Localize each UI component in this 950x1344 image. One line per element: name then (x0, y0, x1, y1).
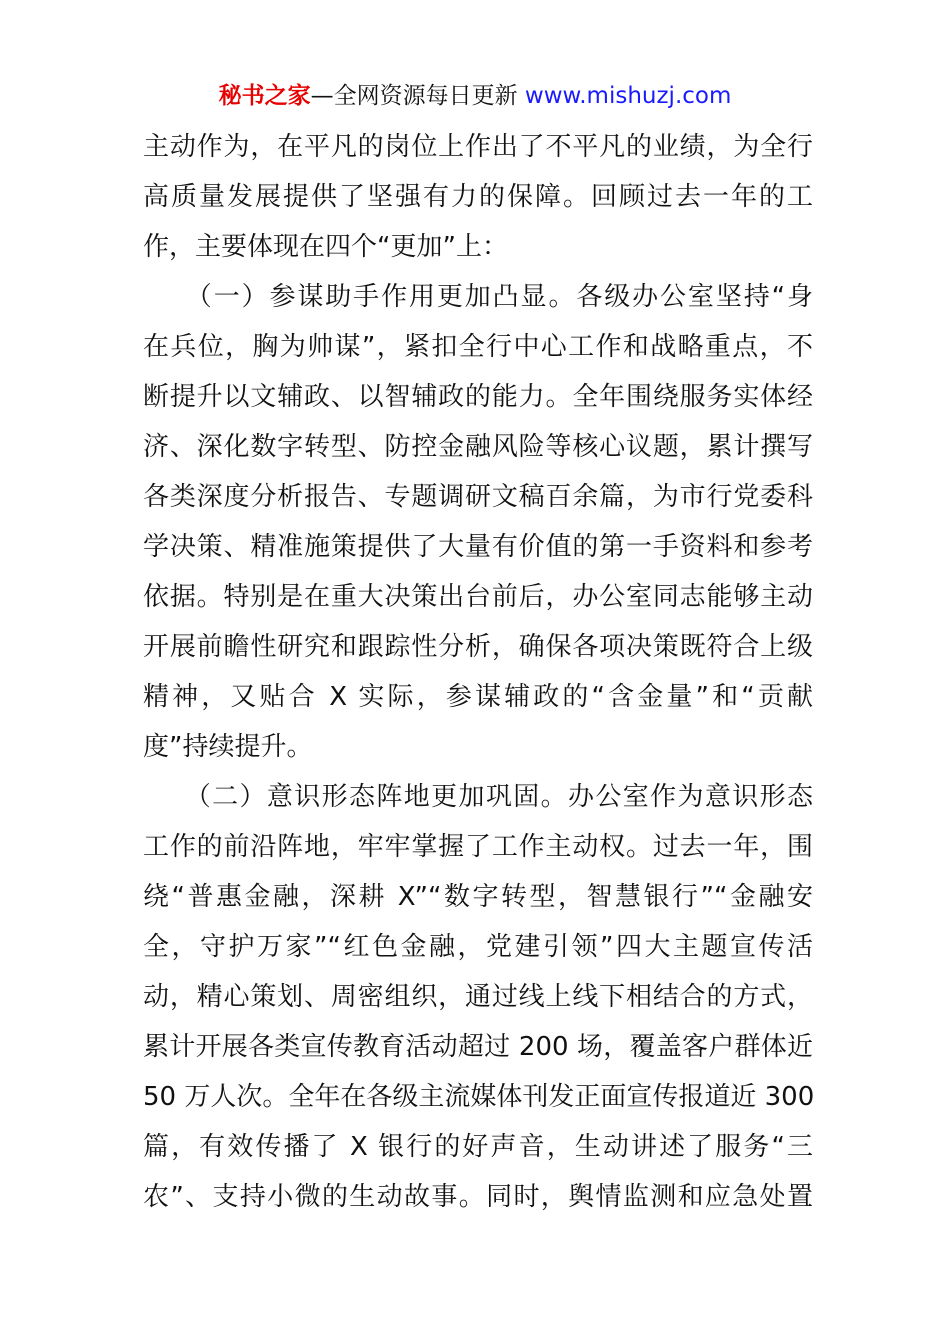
text-line: 工作的前沿阵地，牢牢掌握了工作主动权。过去一年，围 (143, 832, 813, 862)
brand-name: 秘书之家 (218, 83, 311, 109)
text-line: 济、深化数字转型、防控金融风险等核心议题，累计撰写 (143, 432, 813, 462)
site-url-link[interactable]: www.mishuzj.com (524, 83, 732, 109)
text-line: 度”持续提升。 (143, 732, 313, 762)
text-line: 篇，有效传播了 X 银行的好声音，生动讲述了服务“三 (143, 1132, 813, 1162)
text-line: 断提升以文辅政、以智辅政的能力。全年围绕服务实体经 (143, 382, 813, 412)
text-line: （二）意识形态阵地更加巩固。办公室作为意识形态 (143, 782, 813, 812)
text-line: 精神，又贴合 X 实际，参谋辅政的“含金量”和“贡献 (143, 682, 813, 712)
body-text (143, 122, 813, 1222)
text-line: 在兵位，胸为帅谋”，紧扣全行中心工作和战略重点，不 (143, 332, 813, 362)
text-line: 累计开展各类宣传教育活动超过 200 场，覆盖客户群体近 (143, 1032, 813, 1062)
text-line: 主动作为，在平凡的岗位上作出了不平凡的业绩，为全行 (143, 132, 813, 162)
text-line: （一）参谋助手作用更加凸显。各级办公室坚持“身 (143, 282, 813, 312)
text-line: 农”、支持小微的生动故事。同时，舆情监测和应急处置 (143, 1182, 813, 1212)
text-line: 高质量发展提供了坚强有力的保障。回顾过去一年的工 (143, 182, 813, 212)
text-line: 开展前瞻性研究和跟踪性分析，确保各项决策既符合上级 (143, 632, 813, 662)
text-line: 全，守护万家”“红色金融，党建引领”四大主题宣传活 (143, 932, 813, 962)
header-tagline: —全网资源每日更新 (310, 83, 525, 109)
text-line: 动，精心策划、周密组织，通过线上线下相结合的方式， (143, 982, 813, 1012)
text-line: 各类深度分析报告、专题调研文稿百余篇，为市行党委科 (143, 482, 813, 512)
text-line: 学决策、精准施策提供了大量有价值的第一手资料和参考 (143, 532, 813, 562)
watermark-header (0, 80, 950, 112)
text-line: 作，主要体现在四个“更加”上： (143, 232, 508, 262)
text-line: 绕“普惠金融，深耕 X”“数字转型，智慧银行”“金融安 (143, 882, 813, 912)
text-line: 依据。特别是在重大决策出台前后，办公室同志能够主动 (143, 582, 813, 612)
text-line: 50 万人次。全年在各级主流媒体刊发正面宣传报道近 300 (143, 1082, 815, 1112)
